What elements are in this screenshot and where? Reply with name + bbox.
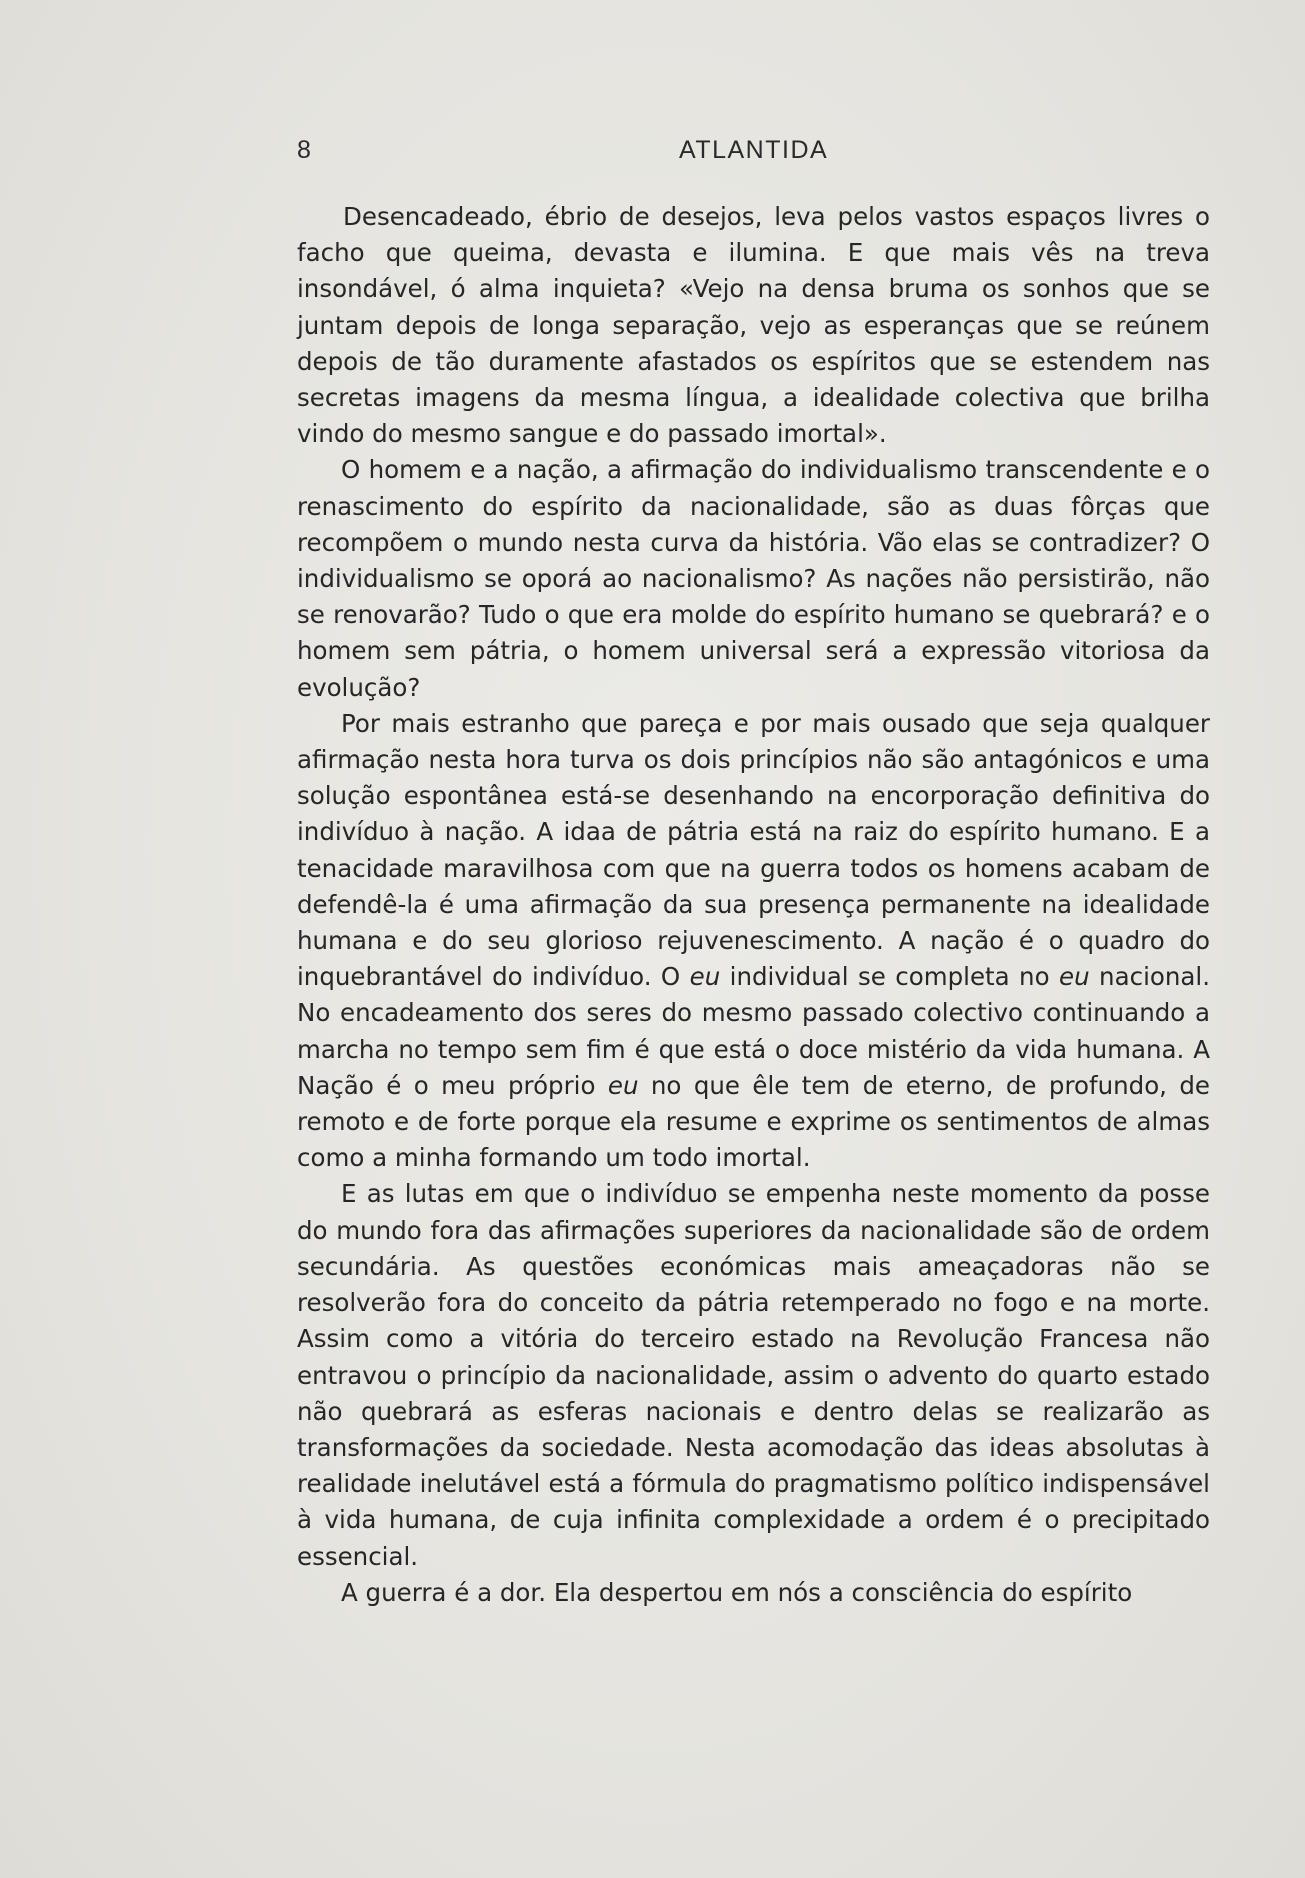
italic-eu-3: eu [607, 1070, 639, 1100]
paragraph-5-text: A guerra é a dor. Ela despertou em nós a consciência do espírito [341, 1577, 1133, 1607]
italic-eu-2: eu [1059, 962, 1090, 992]
paragraph-2-text: O homem e a nação, a afirmação do individualismo transcendente e o renascimento do espírito da nacionalidade, são as duas fôrças que recompõem o mundo nesta curva da história. Vão elas se contradizer? O individualismo se oporá ao nacionalismo? As nações não persistirão, não se renovarão? Tudo o que era molde do espírito humano se quebrará? e o homem sem pátria, o homem universal será a expressão vitoriosa da evolução? [297, 455, 1210, 702]
paragraph-3 [297, 706, 1210, 1177]
paragraph-4 [297, 1176, 1210, 1574]
paragraph-3-text-b: individual se completa no [720, 962, 1060, 992]
italic-eu-1: eu [689, 962, 721, 992]
paragraph-3-text-d: no que êle tem de eterno, de profundo, de remoto e de forte porque ela resume e exprime os sentimentos de almas como a minha formando um todo imortal. [297, 1070, 1211, 1173]
paragraph-5 [297, 1575, 1210, 1611]
paragraph-4-text: E as lutas em que o indivíduo se empenha neste momento da posse do mundo fora das afirmações superiores da nacionalidade são de ordem secundária. As questões económicas mais ameaçadoras não se resolverão fora do conceito da pátria retemperado no fogo e na morte. Assim como a vitória do terceiro estado na Revolução Francesa não entravou o princípio da nacionalidade, assim o advento do quarto estado não quebrará as esferas nacionais e dentro delas se realizarão as transformações da sociedade. Nesta acomodação das ideas absolutas à realidade inelutável está a fórmula do pragmatismo político indispensável à vida humana, de cuja infinita complexidade a ordem é o precipitado essencial. [297, 1179, 1210, 1571]
running-title: ATLANTIDA [679, 136, 829, 164]
paragraph-3-text-a: Por mais estranho que pareça e por mais ousado que seja qualquer afirmação nesta hora turva os dois princípios não são antagónicos e uma solução espontânea está-se desenhando na encorporação definitiva do indivíduo à nação. A idaa de pátria está na raiz do espírito humano. E a tenacidade maravilhosa com que na guerra todos os homens acabam de defendê-la é uma afirmação da sua presença permanente na idealidade humana e do seu glorioso rejuvenescimento. A nação é o quadro do inquebrantável do indivíduo. O [297, 708, 1210, 992]
paragraph-3-text-c: nacional. No encadeamento dos seres do mesmo passado colectivo continuando a marcha no tempo sem fim é que está o doce mistério da vida humana. A Nação é o meu próprio [297, 962, 1210, 1100]
body-text [297, 199, 1210, 1611]
page-number: 8 [297, 136, 311, 164]
paragraph-2 [297, 452, 1210, 705]
paragraph-1-text: Desencadeado, ébrio de desejos, leva pelos vastos espaços livres o facho que queima, devasta e ilumina. E que mais vês na treva insondável, ó alma inquieta? «Vejo na densa bruma os sonhos que se juntam depois de longa separação, vejo as esperanças que se reúnem depois de tão duramente afastados os espíritos que se estendem nas secretas imagens da mesma língua, a idealidade colectiva que brilha vindo do mesmo sangue e do passado imortal». [297, 202, 1210, 449]
paragraph-1 [297, 199, 1210, 452]
page-header [297, 132, 1217, 172]
